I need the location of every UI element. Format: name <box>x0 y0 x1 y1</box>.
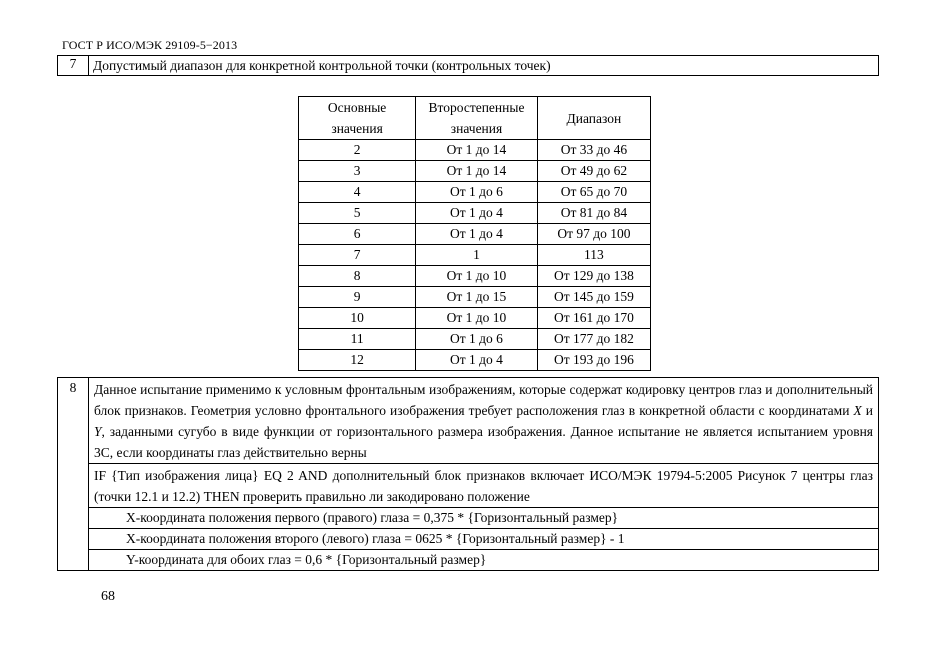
cell-secondary: От 1 до 10 <box>416 266 538 287</box>
formula-first-eye-x: X-координата положения первого (правого) глаза = 0,375 * {Горизонтальный размер} <box>89 508 879 529</box>
row-7-number: 7 <box>58 56 89 76</box>
row-7-text: Допустимый диапазон для конкретной контрольной точки (контрольных точек) <box>89 56 879 76</box>
table-row <box>299 203 651 224</box>
cell-secondary: От 1 до 14 <box>416 140 538 161</box>
cell-main: 10 <box>299 308 416 329</box>
row-8-condition <box>58 464 879 508</box>
table-row <box>299 287 651 308</box>
page-number: 68 <box>101 589 115 604</box>
cell-secondary: От 1 до 15 <box>416 287 538 308</box>
cell-range: От 33 до 46 <box>537 140 650 161</box>
formula-second-eye-x: X-координата положения второго (левого) глаза = 0625 * {Горизонтальный размер} - 1 <box>89 529 879 550</box>
cell-range: От 145 до 159 <box>537 287 650 308</box>
row-8-number: 8 <box>58 378 89 571</box>
cell-main: 3 <box>299 161 416 182</box>
table-row <box>299 224 651 245</box>
range-table <box>298 96 651 371</box>
cell-range: От 177 до 182 <box>537 329 650 350</box>
formula-row <box>58 508 879 529</box>
condition-text: IF {Тип изображения лица} EQ 2 AND дополнительный блок признаков включает ИСО/МЭК 19794-5:2005 Рисунок 7 центры глаз (точки 12.1 и 12.2) THEN проверить правильно ли закодировано положение <box>89 464 879 508</box>
table-row <box>299 245 651 266</box>
cell-range: От 65 до 70 <box>537 182 650 203</box>
cell-range: От 129 до 138 <box>537 266 650 287</box>
cell-main: 11 <box>299 329 416 350</box>
cell-range: От 193 до 196 <box>537 350 650 371</box>
cell-secondary: От 1 до 6 <box>416 329 538 350</box>
cell-secondary: От 1 до 14 <box>416 161 538 182</box>
row-8-paragraph: Данное испытание применимо к условным фронтальным изображениям, которые содержат кодировку центров глаз и дополнительный блок признаков. Геометрия условно фронтального изображения требует расположения глаз в конкретной области с координатами X и Y, заданными сугубо в виде функции от горизонтального размера изображения. Данное испытание не является испытанием уровня 3С, если координаты глаз действительно верны <box>89 378 879 464</box>
cell-main: 2 <box>299 140 416 161</box>
cell-secondary: От 1 до 4 <box>416 203 538 224</box>
row-7 <box>58 56 879 76</box>
document-header: ГОСТ Р ИСО/МЭК 29109-5−2013 <box>62 38 238 52</box>
cell-main: 4 <box>299 182 416 203</box>
table-row <box>299 140 651 161</box>
table-row <box>299 266 651 287</box>
table-row <box>299 350 651 371</box>
cell-main: 6 <box>299 224 416 245</box>
table-row <box>299 161 651 182</box>
table-row <box>299 182 651 203</box>
cell-range: От 161 до 170 <box>537 308 650 329</box>
row-8-table <box>57 377 879 571</box>
cell-secondary: 1 <box>416 245 538 266</box>
cell-range: От 81 до 84 <box>537 203 650 224</box>
cell-range: 113 <box>537 245 650 266</box>
table-row <box>299 308 651 329</box>
cell-secondary: От 1 до 4 <box>416 350 538 371</box>
row-7-table <box>57 55 879 76</box>
table-row <box>299 329 651 350</box>
cell-secondary: От 1 до 10 <box>416 308 538 329</box>
formula-row <box>58 529 879 550</box>
formula-row <box>58 550 879 571</box>
cell-main: 12 <box>299 350 416 371</box>
row-8-description <box>58 378 879 464</box>
formula-eyes-y: Y-координата для обоих глаз = 0,6 * {Горизонтальный размер} <box>89 550 879 571</box>
header-main-values: Основные значения <box>299 97 416 140</box>
header-secondary-values: Второстепенные значения <box>416 97 538 140</box>
cell-main: 9 <box>299 287 416 308</box>
cell-secondary: От 1 до 6 <box>416 182 538 203</box>
cell-main: 8 <box>299 266 416 287</box>
range-table-header <box>299 97 651 140</box>
cell-secondary: От 1 до 4 <box>416 224 538 245</box>
cell-main: 5 <box>299 203 416 224</box>
header-range: Диапазон <box>537 97 650 140</box>
cell-range: От 97 до 100 <box>537 224 650 245</box>
cell-range: От 49 до 62 <box>537 161 650 182</box>
cell-main: 7 <box>299 245 416 266</box>
x-variable: X <box>853 403 862 418</box>
y-variable: Y <box>94 424 102 439</box>
